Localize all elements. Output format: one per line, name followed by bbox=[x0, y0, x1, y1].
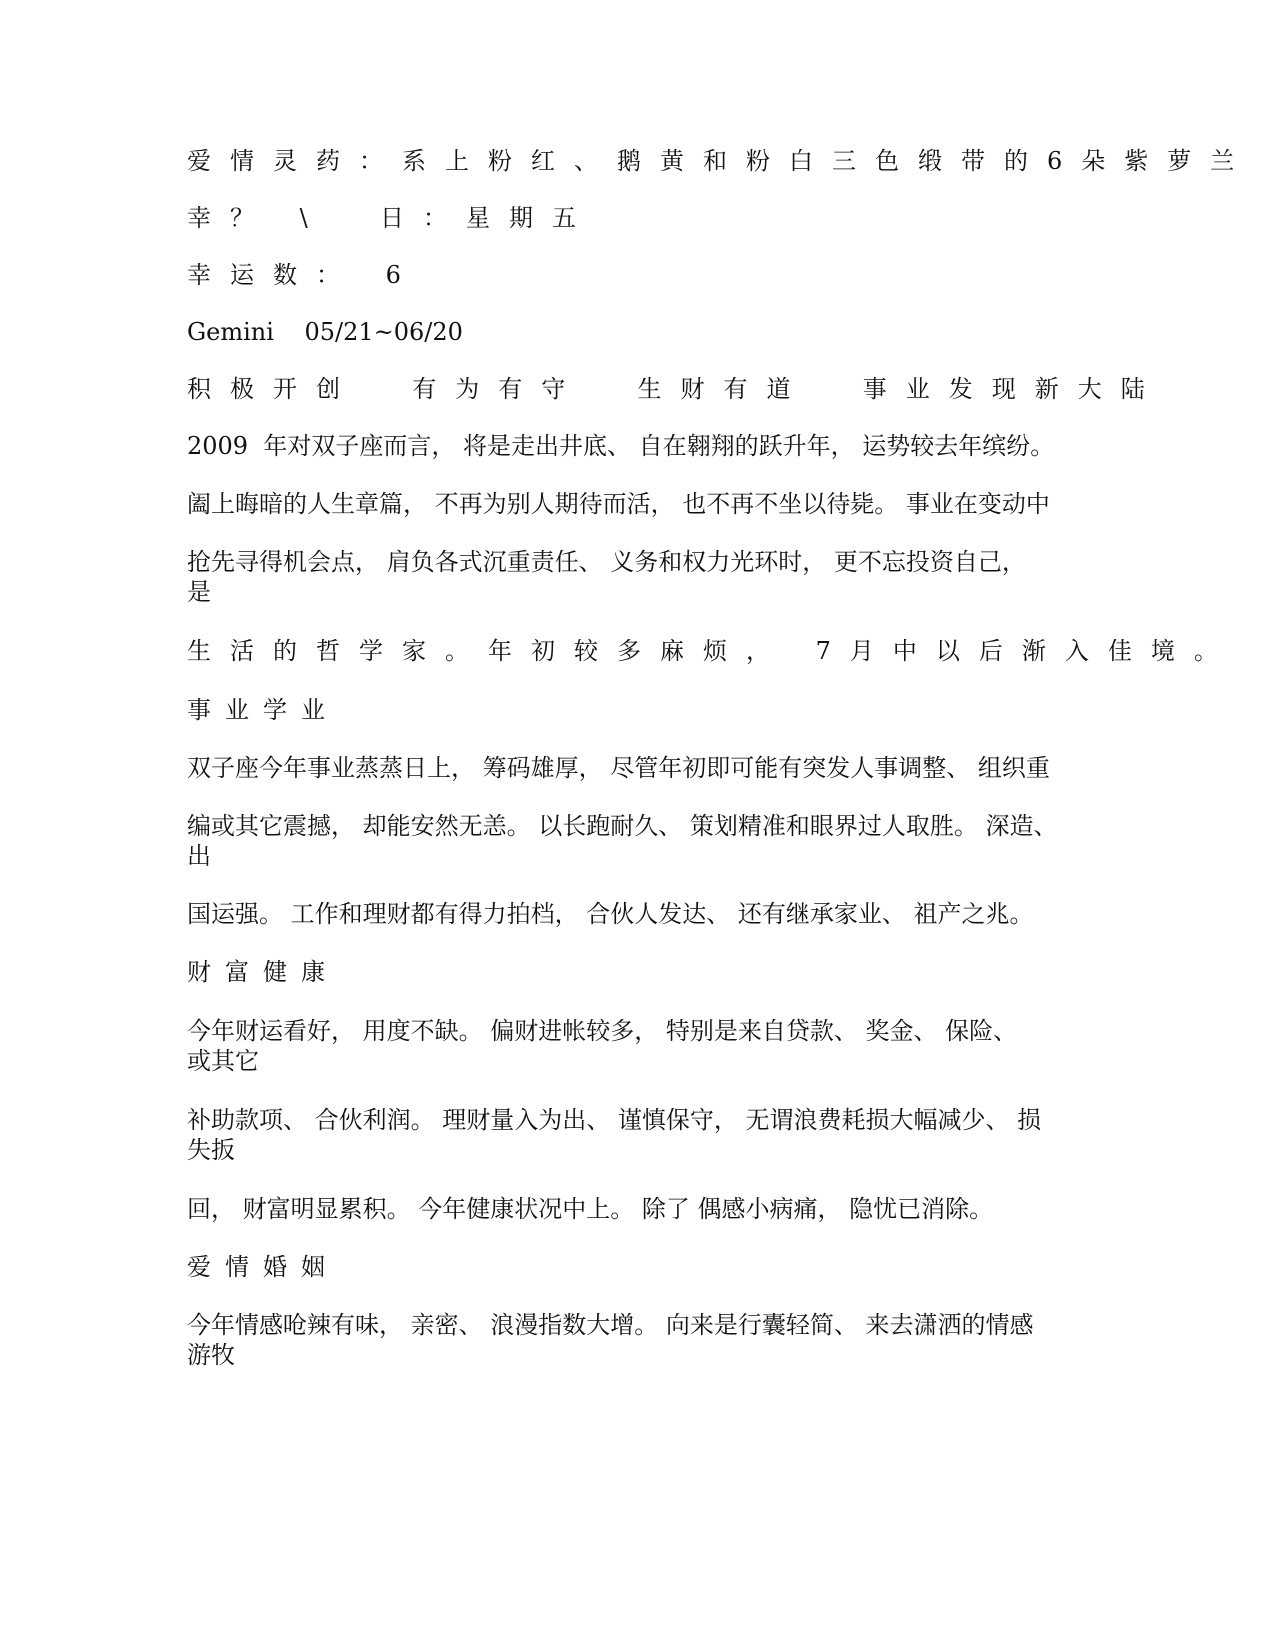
career-paragraph-line-2: 编或其它震撼， 却能安然无恙。 以长跑耐久、 策划精准和眼界过人取胜。 深造、 bbox=[187, 812, 1058, 840]
lucky-day-line: 幸？ \ 日：星期五 bbox=[187, 204, 595, 232]
wealth-paragraph-line-2: 补助款项、 合伙利润。 理财量入为出、 谨慎保守， 无谓浪费耗损大幅减少、 损 bbox=[187, 1106, 1042, 1134]
section-heading-love: 爱情婚姻 bbox=[187, 1253, 339, 1281]
overview-paragraph-line-1: 2009 年对双子座而言， 将是走出井底、 自在翱翔的跃升年， 运势较去年缤纷。 bbox=[187, 432, 1055, 460]
career-paragraph-line-1: 双子座今年事业蒸蒸日上， 筹码雄厚， 尽管年初即可能有突发人事调整、 组织重 bbox=[187, 754, 1050, 782]
yearly-motto-line: 积极开创 有为有守 生财有道 事业发现新大陆 bbox=[187, 375, 1164, 403]
wealth-paragraph-line-1-tail: 或其它 bbox=[187, 1047, 259, 1075]
wealth-paragraph-line-1: 今年财运看好， 用度不缺。 偏财进帐较多， 特别是来自贷款、 奖金、 保险、 bbox=[187, 1017, 1018, 1045]
overview-paragraph-line-3: 抢先寻得机会点， 肩负各式沉重责任、 义务和权力光环时， 更不忘投资自己， bbox=[187, 548, 1026, 576]
lucky-number-line: 幸运数： 6 bbox=[187, 261, 420, 289]
overview-paragraph-line-4: 生活的哲学家。年初较多麻烦， 7月中以后渐入佳境。 bbox=[187, 637, 1237, 665]
overview-paragraph-line-2: 阖上晦暗的人生章篇， 不再为别人期待而活， 也不再不坐以待毙。 事业在变动中 bbox=[187, 490, 1050, 518]
overview-paragraph-line-3-tail: 是 bbox=[187, 578, 211, 606]
section-heading-wealth: 财富健康 bbox=[187, 958, 339, 986]
wealth-paragraph-line-3: 回， 财富明显累积。 今年健康状况中上。 除了 偶感小病痛， 隐忧已消除。 bbox=[187, 1195, 994, 1223]
wealth-paragraph-line-2-tail: 失扳 bbox=[187, 1136, 235, 1164]
sign-dates-line: Gemini 05/21~06/20 bbox=[187, 318, 463, 346]
love-paragraph-line-1: 今年情感呛辣有味， 亲密、 浪漫指数大增。 向来是行囊轻简、 来去潇洒的情感 bbox=[187, 1311, 1034, 1339]
section-heading-career: 事业学业 bbox=[187, 696, 339, 724]
love-paragraph-line-1-tail: 游牧 bbox=[187, 1341, 235, 1369]
love-potion-line: 爱情灵药：系上粉红、鹅黄和粉白三色缎带的6朵紫萝兰 bbox=[187, 147, 1254, 175]
career-paragraph-line-2-tail: 出 bbox=[187, 842, 211, 870]
career-paragraph-line-3: 国运强。 工作和理财都有得力拍档， 合伙人发达、 还有继承家业、 祖产之兆。 bbox=[187, 900, 1034, 928]
